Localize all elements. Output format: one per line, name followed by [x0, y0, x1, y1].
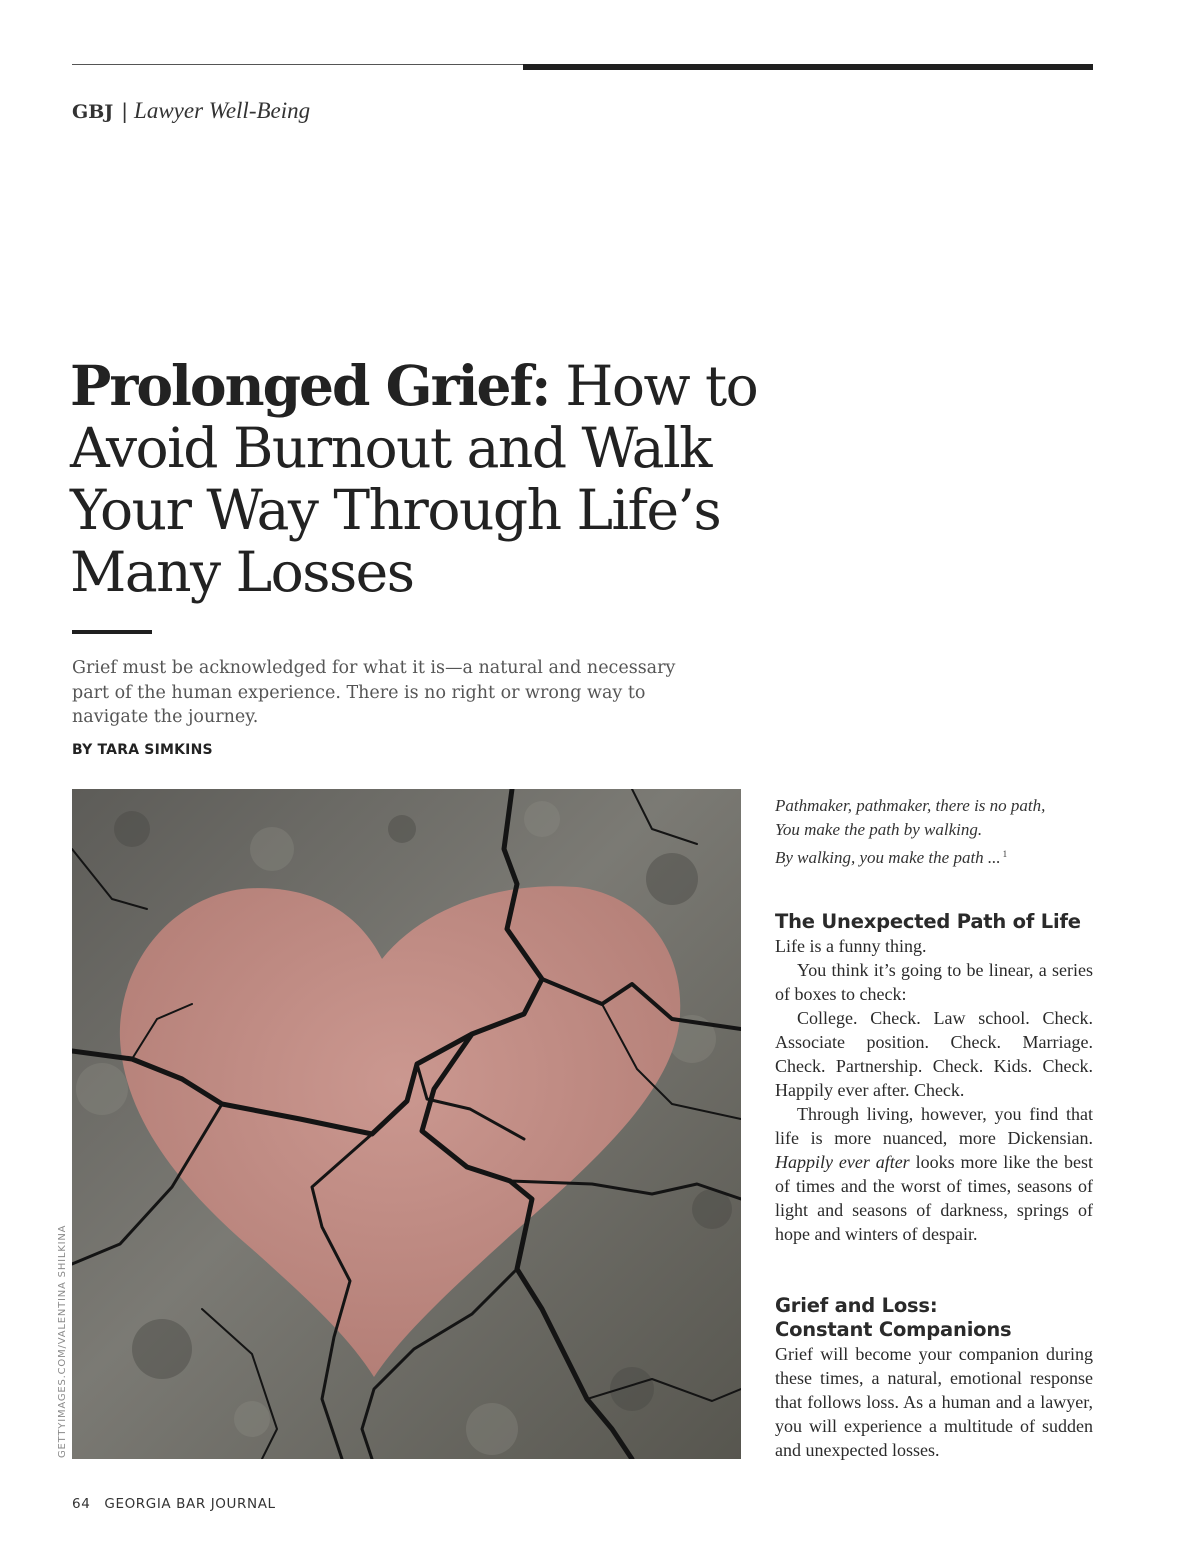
- section-heading-line: Grief and Loss:: [775, 1294, 938, 1317]
- epigraph-line: [775, 842, 1093, 870]
- epigraph: [775, 794, 1093, 870]
- body-paragraph: College. Check. Law school. Check. Associate position. Check. Marriage. Check. Partnership. Check. Kids. Check. Happily ever after. Check.: [775, 1008, 1093, 1100]
- top-rule-thin: [72, 64, 524, 65]
- body-emphasis: Happily ever after: [775, 1152, 910, 1172]
- header-separator: |: [121, 99, 129, 123]
- photo-credit: GETTYIMAGES.COM/VALENTINA SHILKINA: [57, 1224, 68, 1458]
- body-paragraph: Life is a funny thing.: [775, 936, 927, 956]
- body-paragraph: Grief will become your companion during these times, a natural, emotional response that follows loss. As a human and a lawyer, you will experience a multitude of sudden and unexpected losses.: [775, 1344, 1093, 1460]
- page-number: 64: [72, 1496, 91, 1512]
- epigraph-line: Pathmaker, pathmaker, there is no path,: [775, 796, 1046, 815]
- title-divider: [72, 630, 152, 634]
- epigraph-line: You make the path by walking.: [775, 820, 983, 839]
- section-unexpected-path: [775, 910, 1093, 1246]
- body-text: Through living, however, you find that life is more nuanced, more Dickensian.: [775, 1104, 1093, 1148]
- footnote-marker: 1: [1002, 849, 1008, 859]
- publication-name: GEORGIA BAR JOURNAL: [104, 1496, 276, 1512]
- section-name: Lawyer Well-Being: [134, 98, 311, 123]
- journal-brand: GBJ: [72, 101, 114, 123]
- section-heading: [775, 1294, 1093, 1342]
- body-paragraph: [775, 1102, 1093, 1246]
- top-rule-thick: [523, 64, 1093, 70]
- section-grief-and-loss: [775, 1294, 1093, 1462]
- section-heading: The Unexpected Path of Life: [775, 910, 1081, 933]
- byline: BY TARA SIMKINS: [72, 742, 213, 758]
- article-title: [70, 355, 790, 603]
- body-paragraph: You think it’s going to be linear, a series of boxes to check:: [775, 960, 1093, 1004]
- broken-heart-illustration: [72, 789, 741, 1459]
- body-text: looks more like the best of times and the worst of times, seasons of light and seasons of darkness, springs of hope and winters of despair.: [775, 1152, 1094, 1244]
- hero-image: [72, 789, 741, 1459]
- page-footer: [72, 1496, 276, 1512]
- section-heading-line: Constant Companions: [775, 1318, 1012, 1341]
- article-deck: Grief must be acknowledged for what it is—a natural and necessary part of the human experience. There is no right or wrong way to navigate the journey.: [72, 658, 676, 727]
- article-title-lead: Prolonged Grief:: [70, 353, 550, 418]
- epigraph-line-text: By walking, you make the path ...: [775, 848, 1001, 867]
- article-title-rest: How to Avoid Burnout and Walk Your Way Through Life’s Many Losses: [70, 354, 758, 604]
- section-header: [72, 98, 310, 124]
